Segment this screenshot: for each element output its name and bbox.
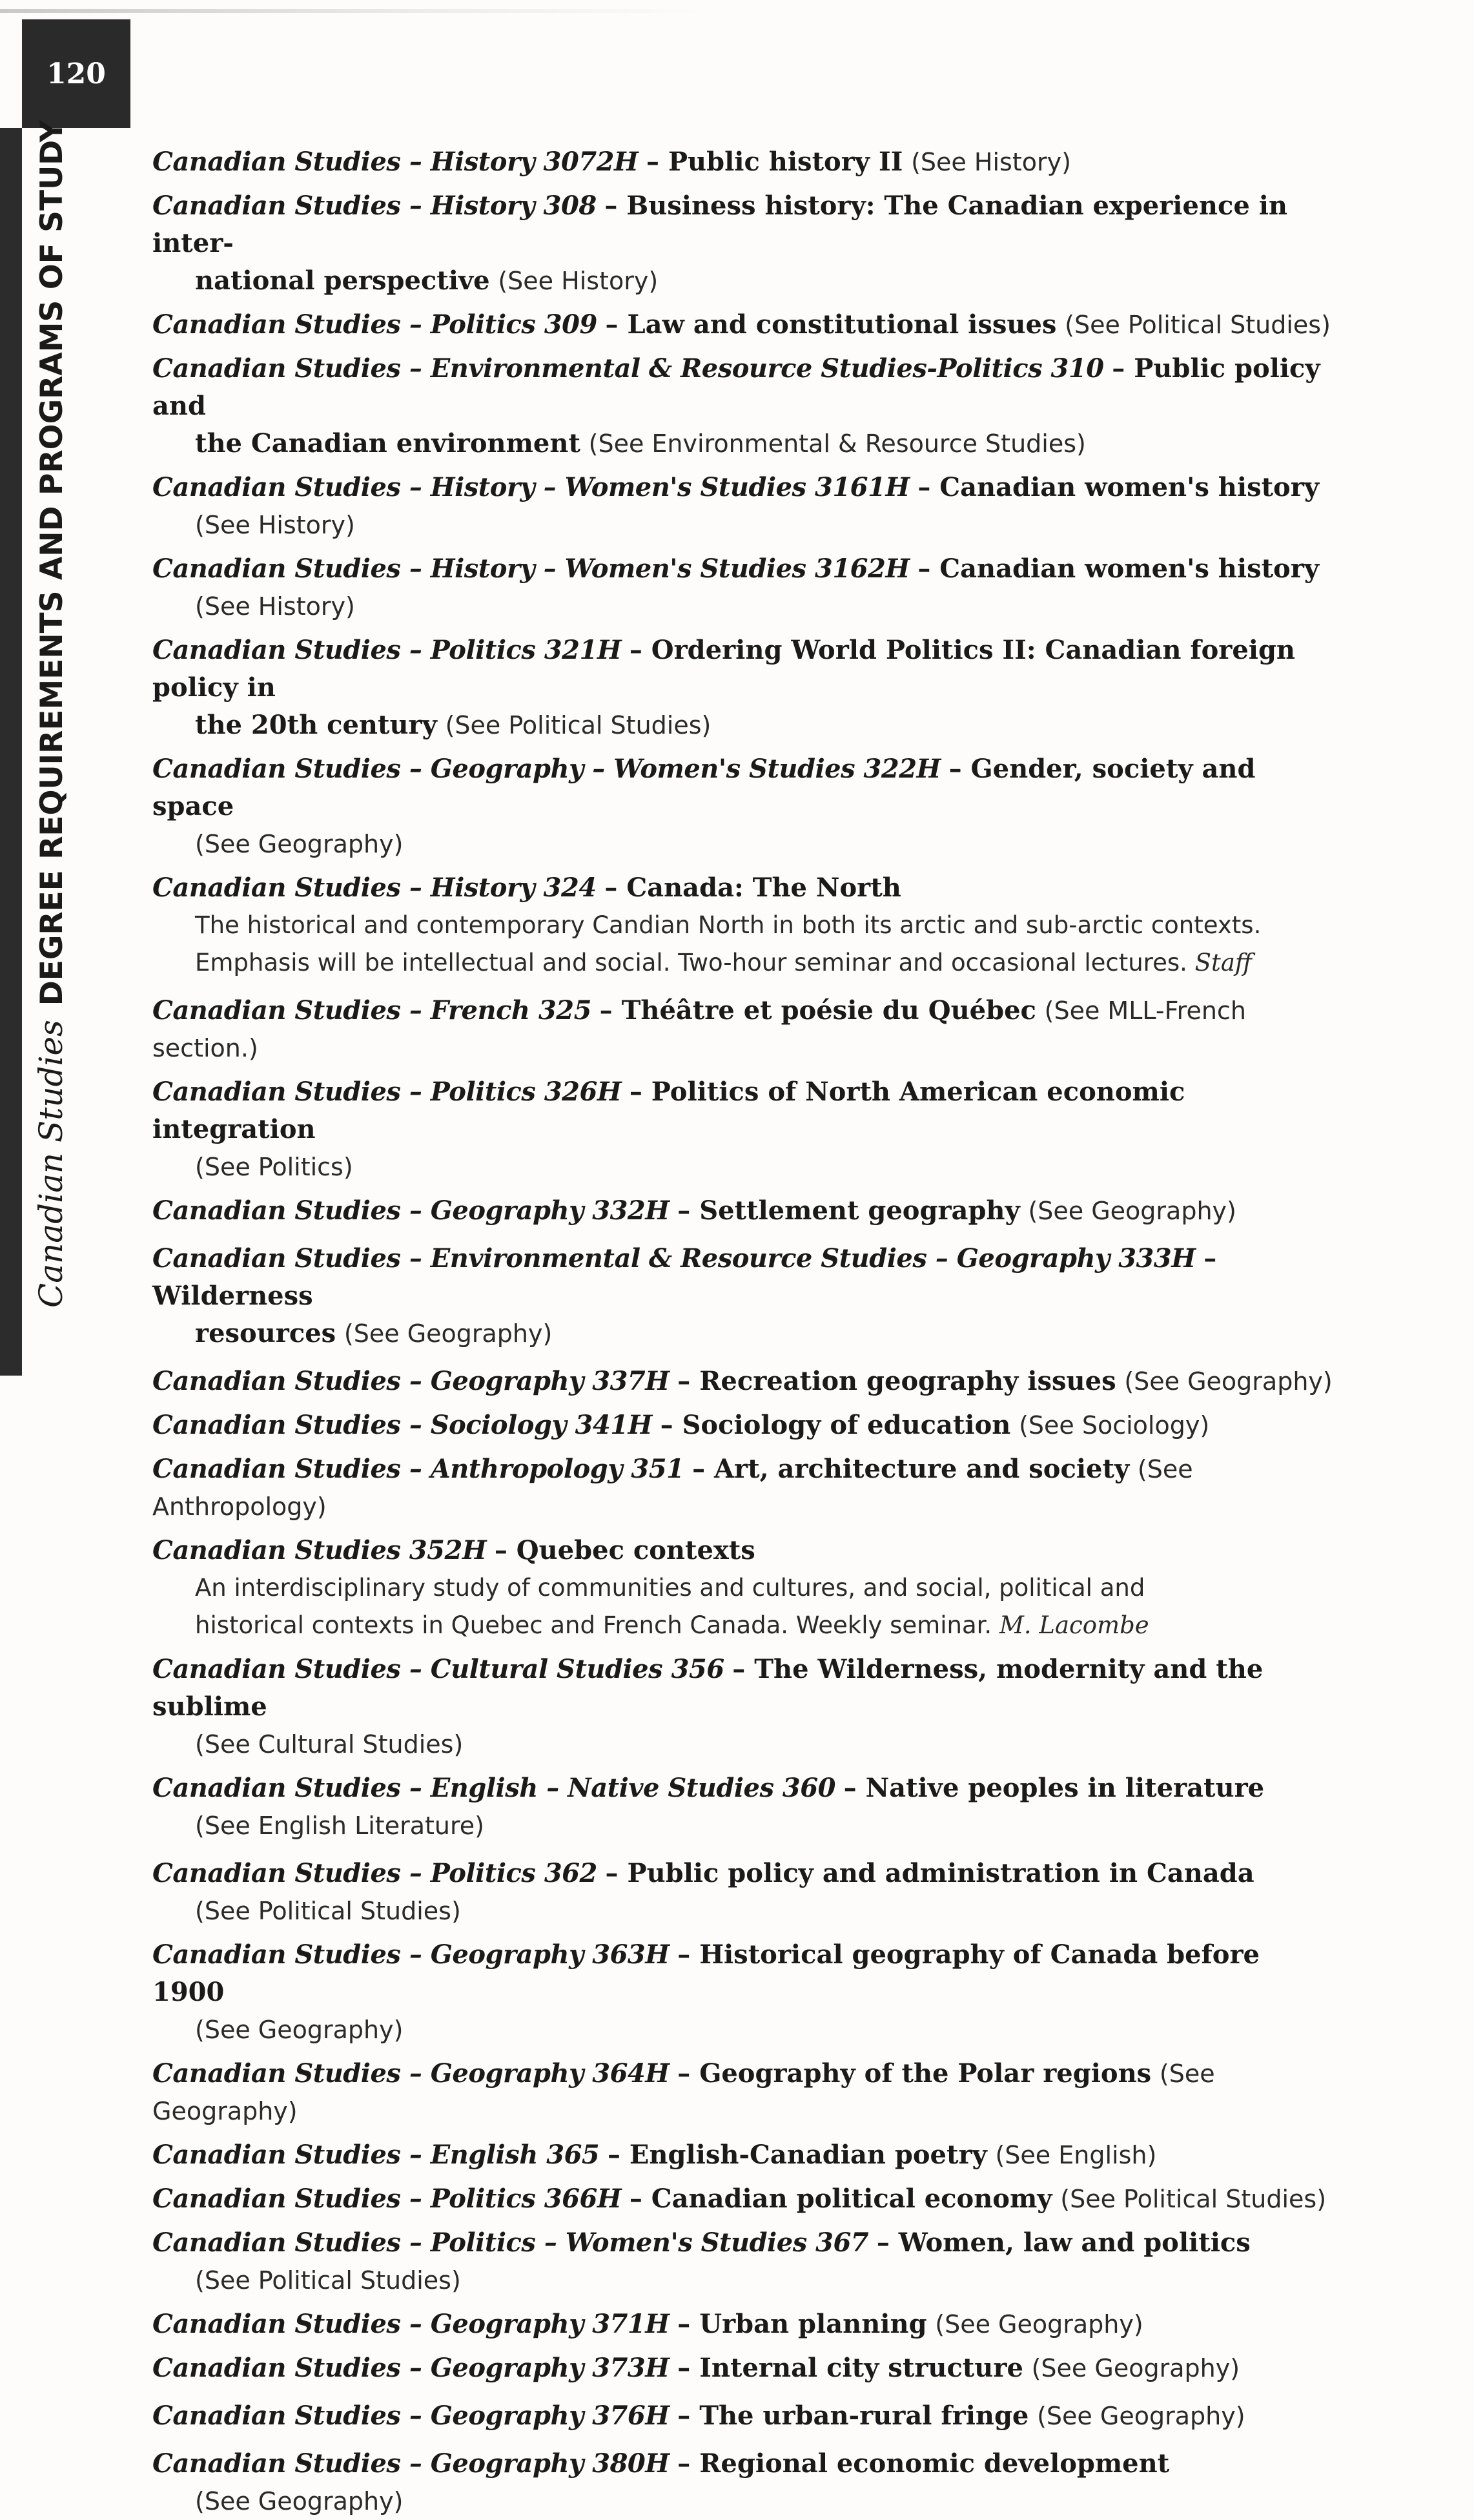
course-entry: Canadian Studies – History – Women's Studies 3162H – Canadian women's history (See History) xyxy=(152,550,1334,625)
course-code: Canadian Studies – Environmental & Resource Studies-Politics 310 xyxy=(152,353,1104,384)
course-code: Canadian Studies 352H xyxy=(152,1535,487,1565)
course-description-continued: historical contexts in Quebec and French Canada. Weekly seminar. xyxy=(195,1611,992,1639)
course-code: Canadian Studies – Sociology 341H xyxy=(152,1410,652,1440)
course-title: Politics of North American economic integration xyxy=(152,1077,1185,1144)
course-title: Urban planning xyxy=(699,2309,927,2339)
course-entry: Canadian Studies – Geography 364H – Geography of the Polar regions (See Geography) xyxy=(152,2058,1215,2125)
course-title: Native peoples in literature xyxy=(865,1773,1265,1803)
course-description-continued: Emphasis will be intellectual and social. Two-hour seminar and occasional lectures. xyxy=(195,949,1187,976)
course-code: Canadian Studies – Geography 337H xyxy=(152,1366,670,1396)
course-code: Canadian Studies – English 365 xyxy=(152,2140,600,2170)
cross-reference: (See Political Studies) xyxy=(195,1897,461,1925)
course-title-continued: national perspective xyxy=(195,265,490,296)
cross-reference: (See Geography) xyxy=(195,2487,404,2515)
course-code: Canadian Studies – Geography 380H xyxy=(152,2448,670,2479)
cross-reference: (See Political Studies) xyxy=(445,711,711,739)
cross-reference: (See Politics) xyxy=(195,1153,353,1181)
cross-reference: (See Geography) xyxy=(1124,1367,1333,1396)
course-title: Ordering World Politics II: Canadian foreign policy in xyxy=(152,635,1296,703)
course-code: Canadian Studies – Geography – Women's Studies 322H xyxy=(152,754,941,784)
course-title-continued: the Canadian environment xyxy=(195,428,580,459)
course-code: Canadian Studies – History 324 xyxy=(152,873,597,903)
course-list xyxy=(152,143,1334,2520)
course-title: The Wilderness, modernity and the sublime xyxy=(152,1654,1264,1722)
cross-reference: (See Geography) xyxy=(1031,2354,1240,2382)
course-code: Canadian Studies – English – Native Studies 360 xyxy=(152,1773,835,1803)
course-entry: Canadian Studies – Politics 362 – Public policy and administration in Canada (See Political Studies) xyxy=(152,1855,1334,1930)
cross-reference: (See MLL-French section.) xyxy=(152,997,1246,1062)
course-code: Canadian Studies – History – Women's Studies 3162H xyxy=(152,553,910,584)
course-entry: Canadian Studies – English – Native Studies 360 – Native peoples in literature (See English Literature) xyxy=(152,1770,1334,1844)
course-title: Business history: The Canadian experience in inter- xyxy=(152,191,1287,258)
course-code: Canadian Studies – Politics 362 xyxy=(152,1858,597,1888)
course-code: Canadian Studies – Geography 363H xyxy=(152,1939,670,1970)
course-title: Recreation geography issues xyxy=(699,1366,1116,1396)
course-entry: Canadian Studies – Politics 326H – Politics of North American economic integration (See Politics) xyxy=(152,1073,1334,1186)
course-code: Canadian Studies – Geography 364H xyxy=(152,2058,670,2089)
course-entry: Canadian Studies – History 308 – Business history: The Canadian experience in inter- national perspective (See History) xyxy=(152,191,1287,296)
course-entry: Canadian Studies – Politics 309 – Law and constitutional issues (See Political Studies) xyxy=(152,309,1331,340)
cross-reference: (See Geography) xyxy=(935,2310,1143,2339)
cross-reference: (See Environmental & Resource Studies) xyxy=(588,429,1086,458)
course-entry: Canadian Studies – History 324 – Canada: The North The historical and contemporary Candian North in both its arctic and sub-arctic contexts. Emphasis will be intellectual and social. Two-hour seminar and occasional lectures. Staff xyxy=(152,869,1334,982)
course-entry: Canadian Studies – Politics 321H – Ordering World Politics II: Canadian foreign policy in the 20th century (See Political Studies) xyxy=(152,635,1296,740)
course-title: Women, law and politics xyxy=(898,2227,1251,2258)
course-entry: Canadian Studies – Cultural Studies 356 – The Wilderness, modernity and the sublime (See Cultural Studies) xyxy=(152,1651,1334,1763)
course-title: The urban-rural fringe xyxy=(699,2401,1029,2431)
course-title: Canadian women's history xyxy=(939,472,1320,502)
course-title: Canadian political economy xyxy=(651,2184,1052,2214)
course-entry: Canadian Studies – History 3072H – Public history II (See History) xyxy=(152,147,1071,177)
course-entry: Canadian Studies – Politics 366H – Canadian political economy (See Political Studies) xyxy=(152,2184,1327,2214)
course-title: Internal city structure xyxy=(699,2353,1023,2383)
course-entry: Canadian Studies – Anthropology 351 – Art, architecture and society (See Anthropology) xyxy=(152,1454,1193,1521)
cross-reference: (See English) xyxy=(995,2141,1157,2169)
course-entry: Canadian Studies – Sociology 341H – Sociology of education (See Sociology) xyxy=(152,1410,1210,1440)
course-code: Canadian Studies – Cultural Studies 356 xyxy=(152,1654,724,1684)
course-entry: Canadian Studies – Geography – Women's Studies 322H – Gender, society and space (See Geography) xyxy=(152,750,1334,863)
cross-reference: (See History) xyxy=(911,148,1071,176)
cross-reference: (See Geography) xyxy=(1037,2402,1245,2430)
cross-reference: (See History) xyxy=(498,267,659,295)
course-title: Historical geography of Canada before 1900 xyxy=(152,1939,1260,2007)
cross-reference: (See Geography) xyxy=(343,1319,553,1348)
course-entry: Canadian Studies – Politics – Women's Studies 367 – Women, law and politics (See Political Studies) xyxy=(152,2224,1334,2299)
course-title-continued: the 20th century xyxy=(195,710,437,740)
side-bar xyxy=(0,128,22,1376)
course-title: Canadian women's history xyxy=(939,553,1320,584)
course-code: Canadian Studies – Politics 326H xyxy=(152,1077,622,1107)
course-code: Canadian Studies – Geography 376H xyxy=(152,2401,670,2431)
course-code: Canadian Studies – Geography 371H xyxy=(152,2309,670,2339)
instructor: Staff xyxy=(1194,949,1253,976)
cross-reference: (See Geography) xyxy=(1028,1197,1236,1225)
course-entry: Canadian Studies – History – Women's Studies 3161H – Canadian women's history (See History) xyxy=(152,469,1334,544)
course-title: Geography of the Polar regions xyxy=(699,2058,1152,2089)
course-entry: Canadian Studies – Geography 371H – Urban planning (See Geography) xyxy=(152,2309,1143,2339)
cross-reference: (See Political Studies) xyxy=(195,2266,461,2295)
cross-reference: (See History) xyxy=(195,511,355,539)
course-title: Public history II xyxy=(668,147,903,177)
course-title: Théâtre et poésie du Québec xyxy=(621,995,1036,1026)
course-entry: Canadian Studies – Geography 332H – Settlement geography (See Geography) xyxy=(152,1195,1236,1226)
section-title: DEGREE REQUIREMENTS AND PROGRAMS OF STUDY xyxy=(34,120,70,1006)
course-code: Canadian Studies – Geography 373H xyxy=(152,2353,670,2383)
course-code: Canadian Studies – Politics – Women's Studies 367 xyxy=(152,2227,869,2258)
course-description: The historical and contemporary Candian North in both its arctic and sub-arctic contexts. xyxy=(195,911,1262,939)
cross-reference: (See Anthropology) xyxy=(152,1455,1193,1521)
course-entry: Canadian Studies – Geography 376H – The urban-rural fringe (See Geography) xyxy=(152,2401,1245,2431)
course-title: Gender, society and space xyxy=(152,754,1256,821)
course-code: Canadian Studies – History – Women's Studies 3161H xyxy=(152,472,910,502)
course-title: Law and constitutional issues xyxy=(627,309,1057,340)
course-title: Settlement geography xyxy=(699,1195,1020,1226)
instructor: M. Lacombe xyxy=(999,1611,1149,1639)
cross-reference: (See Cultural Studies) xyxy=(195,1730,464,1759)
course-code: Canadian Studies – Environmental & Resource Studies – Geography 333H xyxy=(152,1243,1196,1274)
course-entry: Canadian Studies – Environmental & Resource Studies – Geography 333H – Wilderness resources (See Geography) xyxy=(152,1243,1217,1348)
course-title: Regional economic development xyxy=(699,2448,1170,2479)
course-title: Public policy and xyxy=(152,353,1320,421)
cross-reference: (See Political Studies) xyxy=(1065,311,1331,339)
running-header xyxy=(32,120,70,1308)
course-entry: Canadian Studies – Geography 380H – Regional economic development (See Geography) xyxy=(152,2445,1334,2520)
course-description: An interdisciplinary study of communities and cultures, and social, political and xyxy=(195,1574,1145,1602)
course-entry: Canadian Studies – French 325 – Théâtre et poésie du Québec (See MLL-French section.) xyxy=(152,995,1246,1062)
cross-reference: (See Geography) xyxy=(152,2060,1215,2125)
course-code: Canadian Studies – History 3072H xyxy=(152,147,639,177)
cross-reference: (See Geography) xyxy=(195,830,404,858)
course-title: Sociology of education xyxy=(682,1410,1011,1440)
course-entry: Canadian Studies – English 365 – English-Canadian poetry (See English) xyxy=(152,2140,1157,2170)
cross-reference: (See English Literature) xyxy=(195,1812,484,1840)
cross-reference: (See Sociology) xyxy=(1019,1411,1210,1440)
cross-reference: (See History) xyxy=(195,592,355,621)
course-entry: Canadian Studies – Geography 363H – Historical geography of Canada before 1900 (See Geography) xyxy=(152,1936,1334,2049)
course-title: Art, architecture and society xyxy=(714,1454,1130,1484)
course-title: Quebec contexts xyxy=(516,1535,755,1565)
course-title: Public policy and administration in Canada xyxy=(627,1858,1254,1888)
course-code: Canadian Studies – Politics 321H xyxy=(152,635,622,665)
course-entry: Canadian Studies – Geography 337H – Recreation geography issues (See Geography) xyxy=(152,1366,1333,1396)
course-code: Canadian Studies – History 308 xyxy=(152,191,597,221)
course-code: Canadian Studies – Geography 332H xyxy=(152,1195,670,1226)
course-title: Wilderness xyxy=(152,1281,313,1311)
course-title-continued: resources xyxy=(195,1318,336,1348)
page-number: 120 xyxy=(22,19,130,128)
cross-reference: (See Geography) xyxy=(195,2016,404,2044)
section-name: Canadian Studies xyxy=(32,1020,70,1308)
cross-reference: (See Political Studies) xyxy=(1060,2185,1327,2213)
course-title: English-Canadian poetry xyxy=(629,2140,987,2170)
course-code: Canadian Studies – French 325 xyxy=(152,995,591,1026)
course-code: Canadian Studies – Politics 309 xyxy=(152,309,597,340)
course-entry: Canadian Studies – Environmental & Resource Studies-Politics 310 – Public policy and the Canadian environment (See Environmental & Resource Studies) xyxy=(152,353,1320,459)
top-rule xyxy=(0,9,710,13)
course-entry: Canadian Studies – Geography 373H – Internal city structure (See Geography) xyxy=(152,2353,1240,2383)
course-code: Canadian Studies – Anthropology 351 xyxy=(152,1454,684,1484)
course-title: Canada: The North xyxy=(626,873,901,903)
course-code: Canadian Studies – Politics 366H xyxy=(152,2184,622,2214)
course-entry: Canadian Studies 352H – Quebec contexts An interdisciplinary study of communities and cultures, and social, political and historical contexts in Quebec and French Canada. Weekly seminar. M. Lacombe xyxy=(152,1532,1334,1644)
